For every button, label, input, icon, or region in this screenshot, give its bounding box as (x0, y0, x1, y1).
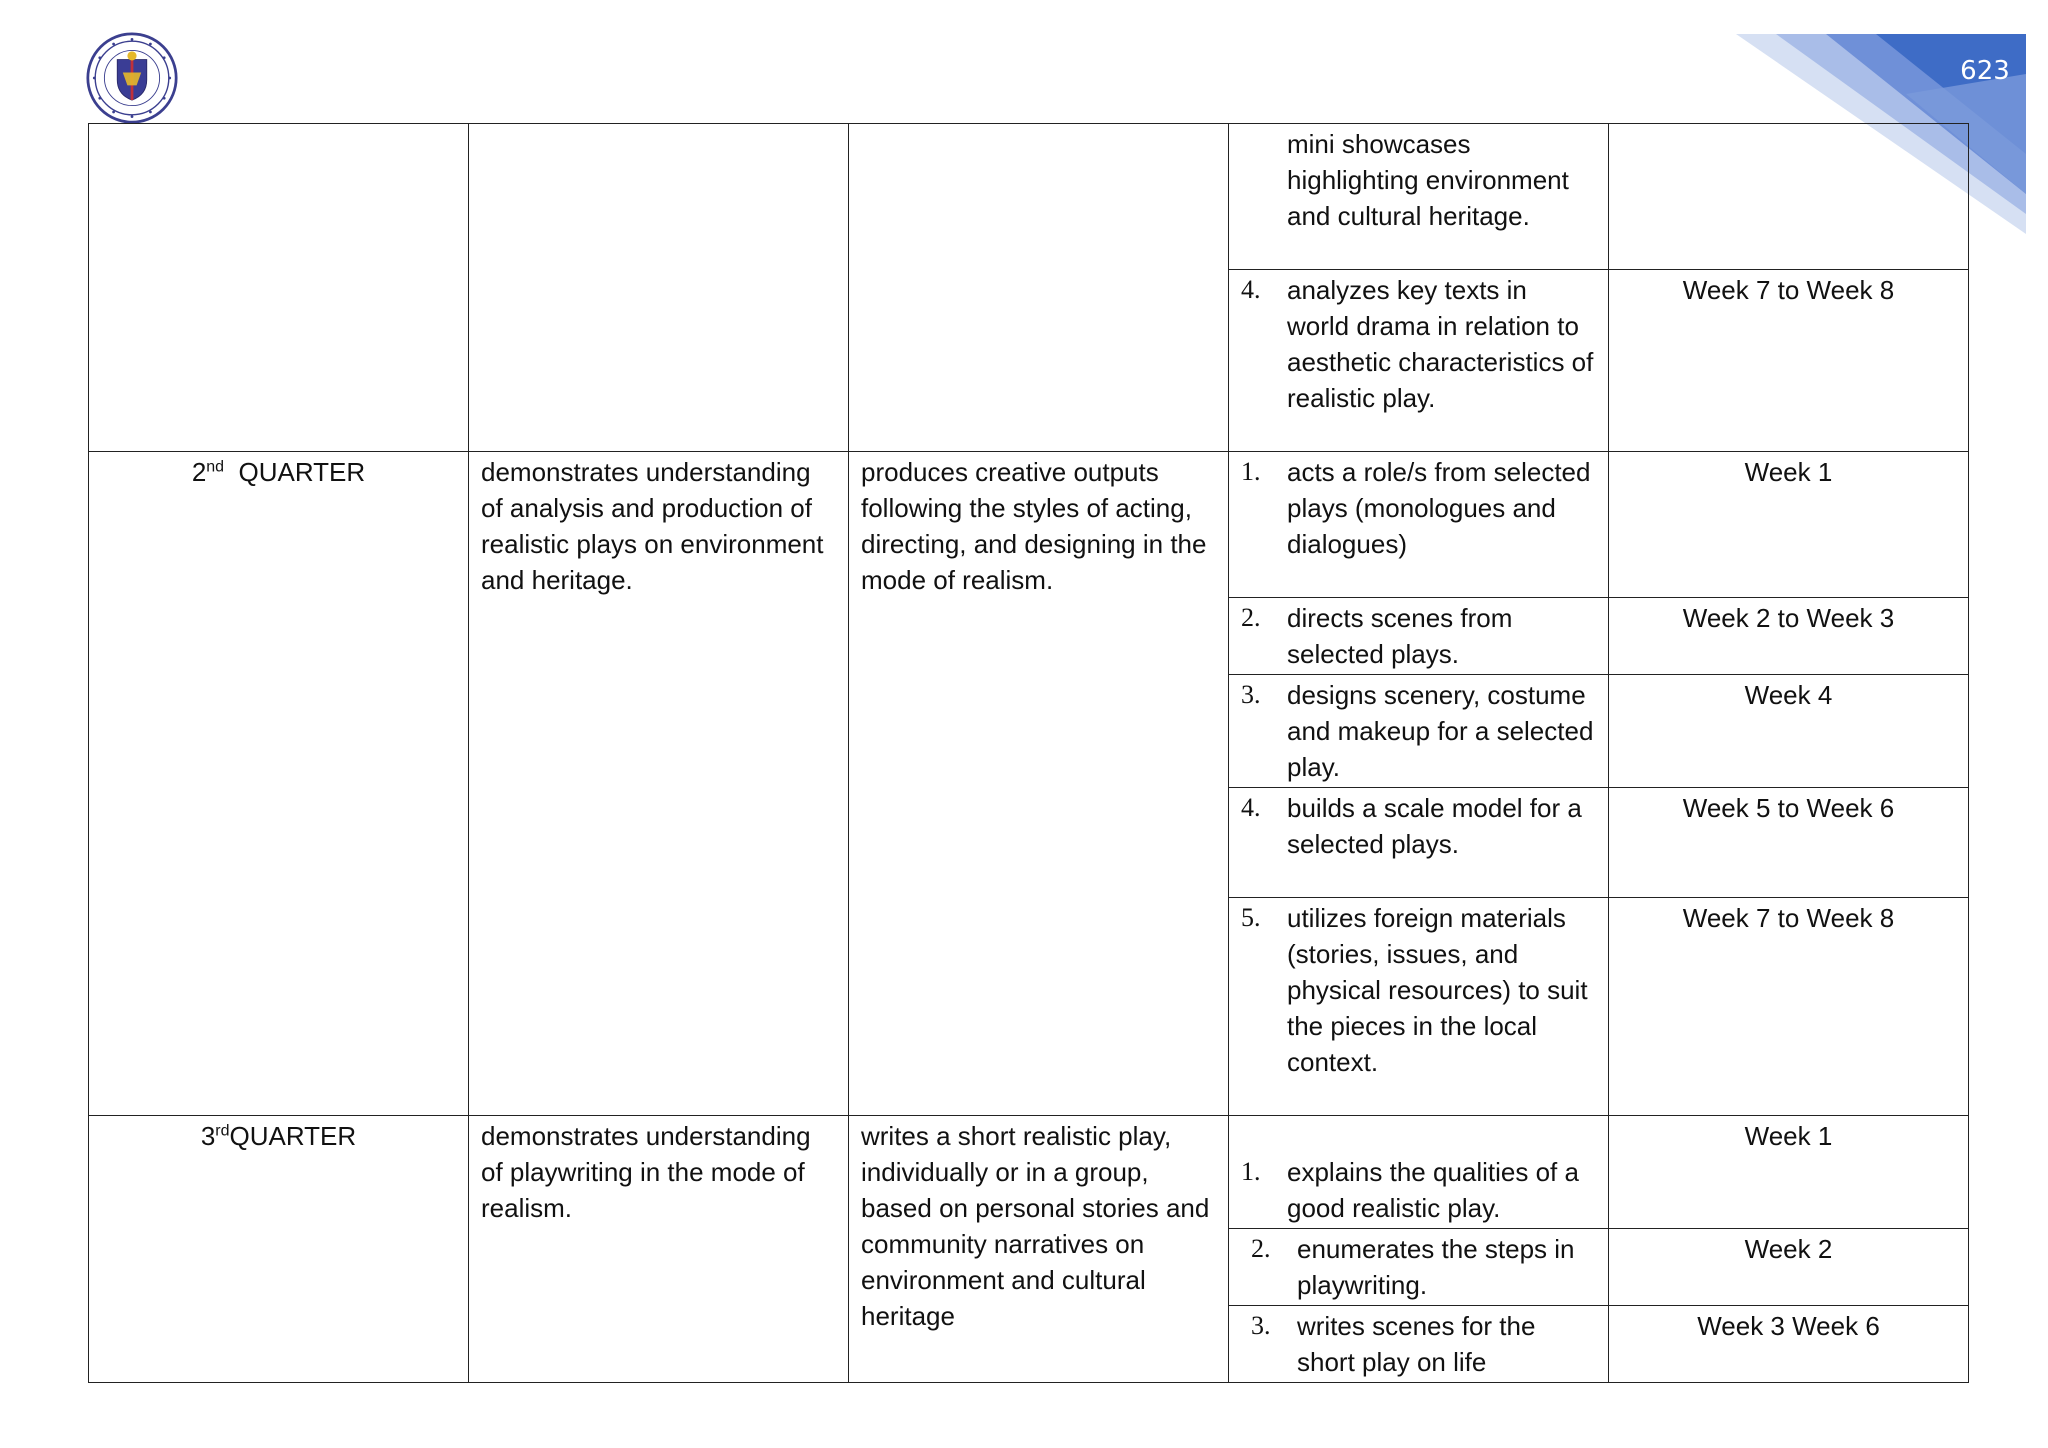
quarter-cell (89, 1116, 469, 1383)
week-cell: Week 4 (1609, 675, 1969, 788)
week-cell: Week 2 (1609, 1229, 1969, 1306)
competency-number: 1. (1241, 1157, 1261, 1186)
competency-text: mini showcases highlighting environment and cultural heritage. (1287, 129, 1569, 231)
performance-standard-cell: writes a short realistic play, individually or in a group, based on personal stories and community narratives on environment and cultural heritage (849, 1116, 1229, 1383)
content-standard-cell: demonstrates understanding of analysis and production of realistic plays on environment and heritage. (469, 452, 849, 1116)
competency-number: 1. (1241, 457, 1261, 486)
week-cell (1609, 124, 1969, 270)
competency-text: directs scenes from selected plays. (1287, 603, 1513, 669)
competency-text: analyzes key texts in world drama in relation to aesthetic characteristics of realistic play. (1287, 275, 1594, 413)
competency-cell (1229, 598, 1609, 675)
competency-cell (1229, 452, 1609, 598)
competency-cell (1229, 1229, 1609, 1306)
content-standard-cell: demonstrates understanding of playwriting in the mode of realism. (469, 1116, 849, 1383)
performance-standard-cell: produces creative outputs following the styles of acting, directing, and designing in the mode of realism. (849, 452, 1229, 1116)
competency-cell (1229, 788, 1609, 898)
week-cell: Week 7 to Week 8 (1609, 270, 1969, 452)
competency-text: writes scenes for the short play on life (1297, 1311, 1536, 1377)
deped-seal-icon (86, 32, 178, 124)
week-cell: Week 1 (1609, 1116, 1969, 1229)
competency-text: enumerates the steps in playwriting. (1297, 1234, 1575, 1300)
competency-cell (1229, 675, 1609, 788)
competency-text: builds a scale model for a selected plays. (1287, 793, 1582, 859)
week-cell: Week 5 to Week 6 (1609, 788, 1969, 898)
page-number: 623 (1960, 56, 2010, 86)
quarter-suffix: nd (206, 458, 225, 476)
competency-cell (1229, 1116, 1609, 1229)
competency-cell (1229, 270, 1609, 452)
quarter-cell (89, 452, 469, 1116)
curriculum-table (88, 123, 1969, 1383)
quarter-label: QUARTER (229, 1121, 357, 1151)
competency-number: 4. (1241, 793, 1261, 822)
table-row (89, 452, 1969, 598)
table-row (89, 1116, 1969, 1229)
competency-number: 3. (1251, 1311, 1271, 1340)
performance-standard-cell (849, 124, 1229, 452)
competency-text: designs scenery, costume and makeup for a selected play. (1287, 680, 1594, 782)
week-cell: Week 2 to Week 3 (1609, 598, 1969, 675)
competency-number: 4. (1241, 275, 1261, 304)
quarter-number: 2 (191, 457, 207, 487)
competency-number: 5. (1241, 903, 1261, 932)
competency-number: 3. (1241, 680, 1261, 709)
quarter-number: 3 (200, 1121, 216, 1151)
competency-number: 2. (1251, 1234, 1271, 1263)
competency-number (1241, 126, 1287, 234)
competency-number: 2. (1241, 603, 1261, 632)
week-cell: Week 1 (1609, 452, 1969, 598)
quarter-cell (89, 124, 469, 452)
competency-text: utilizes foreign materials (stories, issues, and physical resources) to suit the pieces in the local context. (1287, 903, 1588, 1077)
table-row (89, 124, 1969, 270)
competency-text: explains the qualities of a good realistic play. (1287, 1157, 1579, 1223)
content-standard-cell (469, 124, 849, 452)
competency-cell (1229, 124, 1609, 270)
week-cell: Week 7 to Week 8 (1609, 898, 1969, 1116)
week-cell: Week 3 Week 6 (1609, 1306, 1969, 1383)
quarter-suffix: rd (215, 1122, 230, 1140)
competency-text: acts a role/s from selected plays (monologues and dialogues) (1287, 457, 1591, 559)
competency-cell (1229, 898, 1609, 1116)
competency-cell (1229, 1306, 1609, 1383)
quarter-label: QUARTER (224, 457, 366, 487)
